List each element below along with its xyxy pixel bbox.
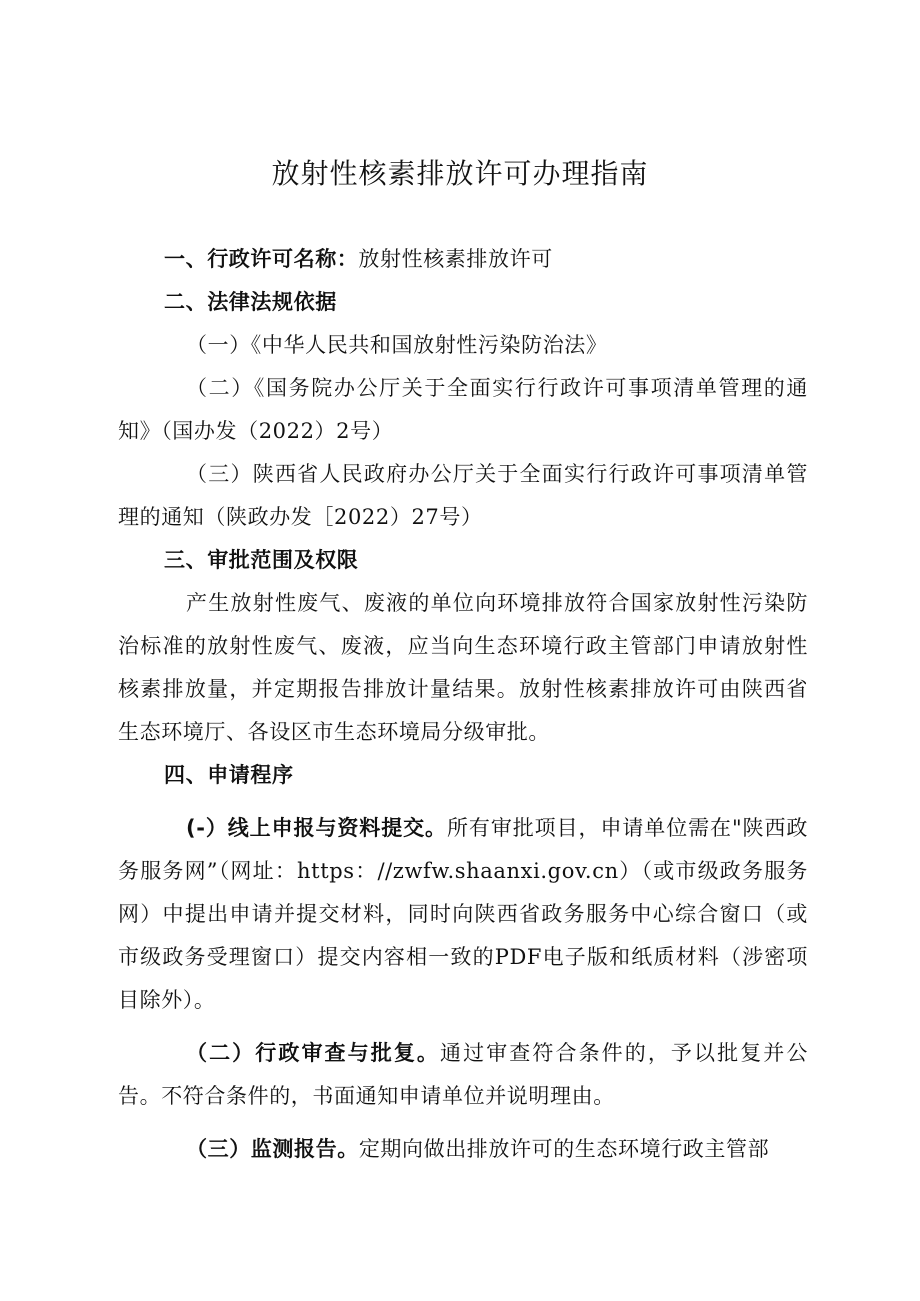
law-item-2: （二）《国务院办公厅关于全面实行行政许可事项清单管理的通知》（国办发（2022）2号） [118, 376, 808, 443]
section-2-heading: 二、法律法规依据 [164, 290, 337, 314]
procedure-step-1-lead: (-）线上申报与资料提交。 [186, 816, 447, 840]
procedure-step-1 [118, 807, 808, 1022]
section-1-value: 放射性核素排放许可 [358, 247, 553, 271]
section-3-heading: 三、审批范围及权限 [164, 548, 359, 572]
law-item-1: （一）《中华人民共和国放射性污染防治法》 [186, 333, 608, 357]
procedure-step-1-text: 所有审批项目，申请单位需在"陕西政务服务网”（网址：https：//zwfw.shaanxi.gov.cn）（或市级政务服务网）中提出申请并提交材料，同时向陕西省政务服务中心综合窗口（或市级政务受理窗口）提交内容相一致的PDF电子版和纸质材料（涉密项目除外）。 [118, 816, 808, 1012]
document-title: 放射性核素排放许可办理指南 [271, 157, 649, 190]
procedure-step-3-lead: （三）监测报告。 [186, 1137, 359, 1161]
procedure-step-3-text: 定期向做出排放许可的生态环境行政主管部 [358, 1137, 770, 1161]
procedure-step-3 [118, 1128, 808, 1171]
section-3-paragraph: 产生放射性废气、废液的单位向环境排放符合国家放射性污染防治标准的放射性废气、废液，应当向生态环境行政主管部门申请放射性核素排放量，并定期报告排放计量结果。放射性核素排放许可由陕西省生态环境厅、各设区市生态环境局分级审批。 [118, 591, 808, 744]
section-1-heading: 一、行政许可名称： [164, 247, 359, 271]
section-1 [118, 238, 808, 281]
law-item-3: （三）陕西省人民政府办公厅关于全面实行行政许可事项清单管理的通知（陕政办发［2022）27号） [118, 462, 808, 529]
procedure-step-2-text: 通过审查符合条件的，予以批复并公告。不符合条件的，书面通知申请单位并说明理由。 [118, 1041, 808, 1108]
procedure-step-2 [118, 1032, 808, 1118]
procedure-step-2-lead: （二）行政审查与批复。 [186, 1041, 441, 1065]
section-4-heading: 四、申请程序 [164, 763, 294, 787]
document-body [118, 238, 808, 1171]
